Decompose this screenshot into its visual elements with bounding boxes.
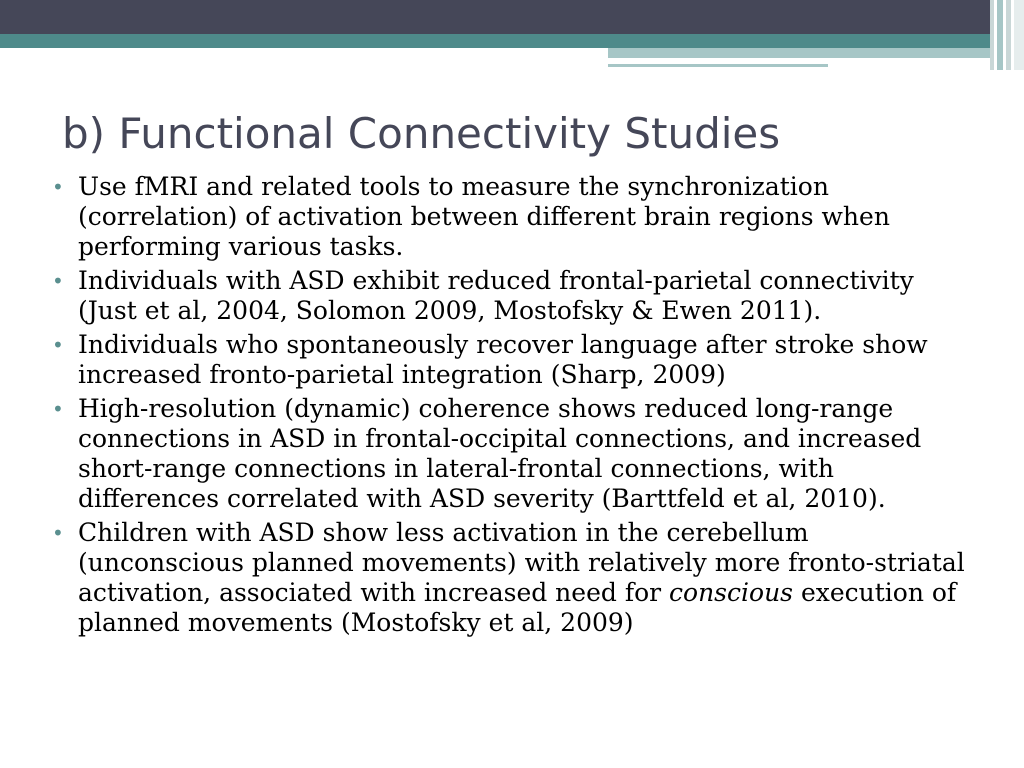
bullet-icon: • — [52, 521, 64, 545]
bullet-text: Individuals with ASD exhibit reduced frontal-parietal connectivity (Just et al, 2004, Solomon 2009, Mostofsky & Ewen 2011). — [78, 266, 914, 325]
bullet-icon: • — [52, 175, 64, 199]
slide-title: b) Functional Connectivity Studies — [62, 109, 781, 158]
bullet-icon: • — [52, 333, 64, 357]
header-band-gap — [610, 58, 946, 60]
bullet-text: Individuals who spontaneously recover language after stroke show increased fronto-parietal integration (Sharp, 2009) — [78, 330, 928, 389]
bullet-item — [50, 266, 980, 326]
header-band-light — [608, 48, 1024, 58]
bullet-item — [50, 172, 980, 262]
header-band-teal — [0, 34, 1024, 48]
bullet-text — [78, 518, 965, 637]
bullet-text-after: execution of planned movements (Mostofsky et al, 2009) — [78, 578, 957, 637]
bullet-icon: • — [52, 269, 64, 293]
header-stripes — [990, 0, 1024, 70]
bullet-text-emphasis: conscious — [669, 578, 793, 607]
bullet-text-before: Children with ASD show less activation in the cerebellum (unconscious planned movements) with relatively more fronto-striatal activation, associated with increased need for — [78, 518, 965, 607]
bullet-item — [50, 518, 980, 638]
header-band-dark — [0, 0, 1024, 34]
bullet-item — [50, 330, 980, 390]
bullet-item — [50, 394, 980, 514]
header-band-thin — [608, 64, 828, 67]
bullet-list — [50, 172, 980, 642]
bullet-icon: • — [52, 397, 64, 421]
bullet-text: Use fMRI and related tools to measure the synchronization (correlation) of activation between different brain regions when performing various tasks. — [78, 172, 890, 261]
bullet-text: High-resolution (dynamic) coherence shows reduced long-range connections in ASD in frontal-occipital connections, and increased short-range connections in lateral-frontal connections, with differences correlated with ASD severity (Barttfeld et al, 2010). — [78, 394, 922, 513]
